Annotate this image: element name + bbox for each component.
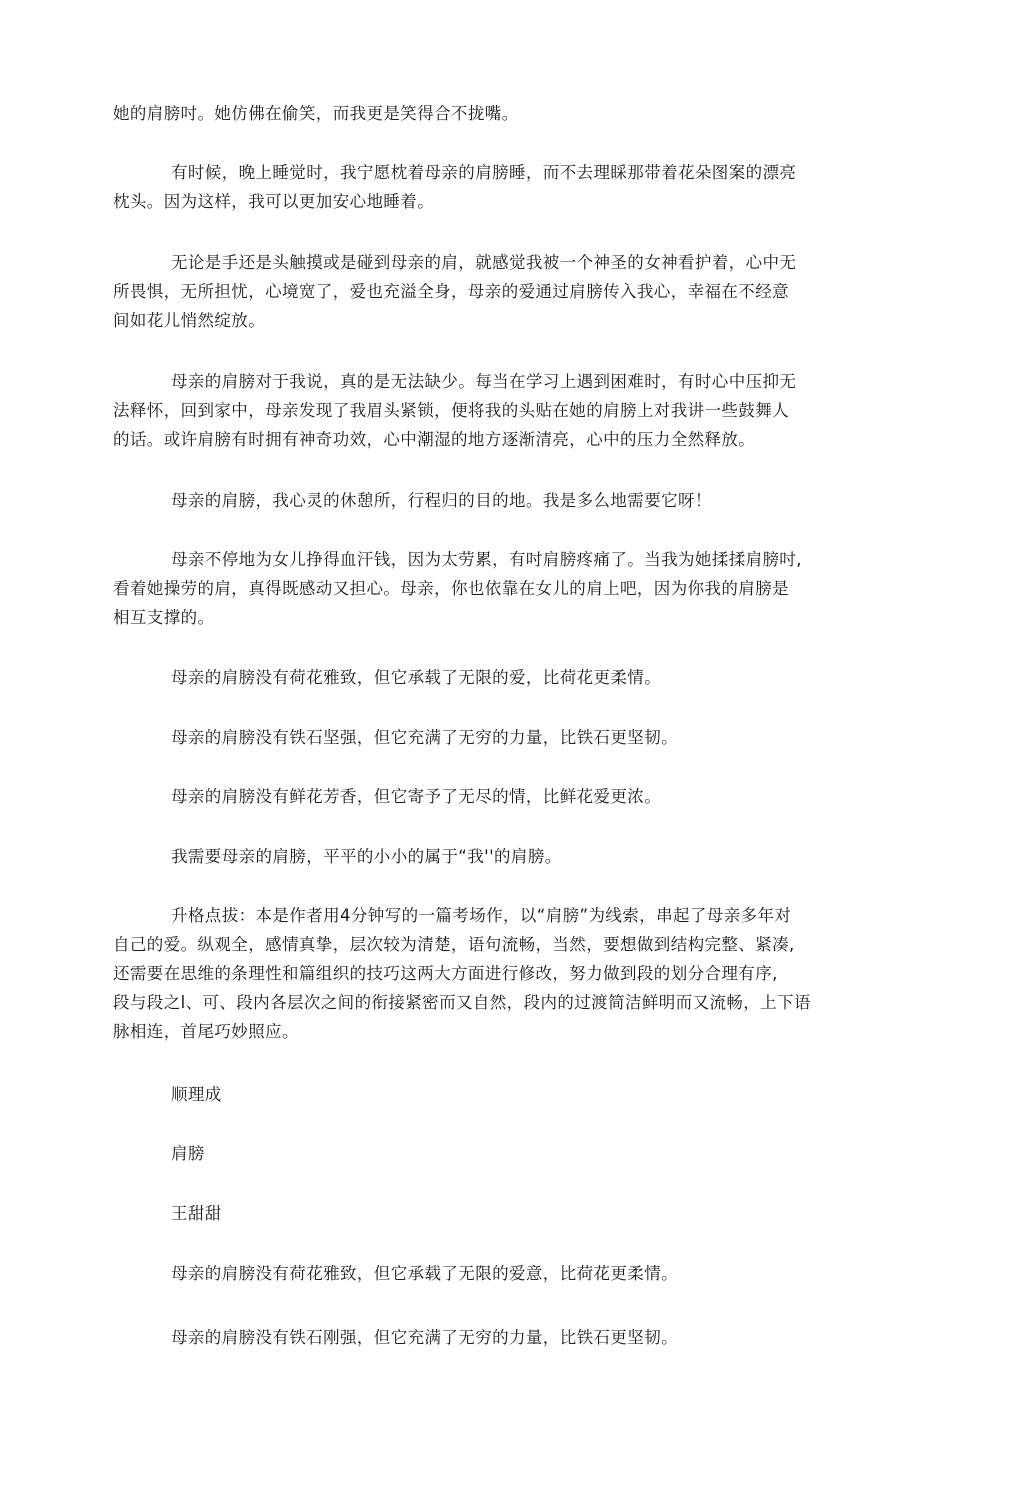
author-name [113, 1199, 873, 1228]
text-line: 枕头。因为这样，我可以更加安心地睡着。 [113, 192, 435, 211]
text-line: 自己的爱。纵观全，感情真挚，层次较为清楚，语句流畅，当然，要想做到结构完整、紧凑, [113, 935, 795, 954]
paragraph-11 [113, 901, 873, 1046]
paragraph-9 [113, 782, 873, 811]
paragraph-7 [113, 663, 873, 692]
paragraph-4 [113, 367, 873, 454]
paragraph-12 [113, 1080, 873, 1109]
paragraph-1 [113, 99, 873, 128]
article-title [113, 1139, 873, 1168]
text-line: 母亲的肩膀没有荷花雅致，但它承载了无限的爱，比荷花更柔情。 [171, 668, 662, 687]
text-line: 无论是手还是头触摸或是碰到母亲的肩，就感觉我被一个神圣的女神看护着，心中无 [171, 253, 797, 272]
text-line: 顺理成 [171, 1085, 222, 1104]
text-line: 我需要母亲的肩膀，平平的小小的属于“我''的肩膀。 [171, 847, 562, 866]
paragraph-2 [113, 158, 873, 216]
paragraph-8 [113, 723, 873, 752]
text-line: 母亲的肩膀没有铁石坚强，但它充满了无穷的力量，比铁石更坚韧。 [171, 728, 678, 747]
text-line: 有时候，晚上睡觉时，我宁愿枕着母亲的肩膀睡，而不去理睬那带着花朵图案的漂亮 [171, 163, 797, 182]
text-line: 法释怀，回到家中，母亲发现了我眉头紧锁，便将我的头贴在她的肩膀上对我讲一些鼓舞人 [113, 401, 789, 420]
text-line: 母亲的肩膀对于我说，真的是无法缺少。每当在学习上遇到困难时，有时心中压抑无 [171, 372, 797, 391]
paragraph-15 [113, 1259, 873, 1288]
paragraph-16 [113, 1323, 873, 1352]
text-line: 相互支撑的。 [113, 608, 215, 627]
text-line: 她的肩膀吋。她仿佛在偷笑，而我更是笑得合不拢嘴。 [113, 104, 519, 123]
paragraph-10 [113, 842, 873, 871]
text-line: 肩膀 [171, 1144, 205, 1163]
paragraph-3 [113, 248, 873, 335]
text-line: 王甜甜 [171, 1204, 222, 1223]
text-line: 母亲的肩膀没有鲜花芳香，但它寄予了无尽的情，比鲜花爱更浓。 [171, 787, 662, 806]
text-line: 母亲的肩膀没有铁石刚强，但它充满了无穷的力量，比铁石更坚韧。 [171, 1328, 678, 1347]
paragraph-6 [113, 545, 873, 632]
text-line: 脉相连，首尾巧妙照应。 [113, 1022, 299, 1041]
text-line: 升格点拔：本是作者用4分钟写的一篇考场作，以“肩膀”为线索，串起了母亲多年对 [171, 906, 792, 925]
paragraph-5 [113, 486, 873, 515]
text-line: 看着她操劳的肩，真得既感动又担心。母亲，你也依靠在女儿的肩上吧，因为你我的肩膀是 [113, 579, 789, 598]
text-line: 还需要在思维的条理性和篇组织的技巧这两大方面进行修改，努力做到段的划分合理有序, [113, 964, 778, 983]
text-line: 母亲不停地为女儿挣得血汗钱，因为太劳累，有吋肩膀疼痛了。当我为她揉揉肩膀吋, [171, 550, 802, 569]
text-line: 所畏惧，无所担忧，心境宽了，爱也充溢全身，母亲的爱通过肩膀传入我心，幸福在不经意 [113, 282, 789, 301]
text-line: 母亲的肩膀没有荷花雅致，但它承载了无限的爱意，比荷花更柔情。 [171, 1264, 678, 1283]
text-line: 母亲的肩膀，我心灵的休憩所，行程归的目的地。我是多么地需要它呀！ [171, 491, 712, 510]
text-line: 的话。或许肩膀有时拥有神奇功效，心中潮湿的地方逐渐清亮，心中的压力全然释放。 [113, 430, 756, 449]
text-line: 间如花儿悄然绽放。 [113, 311, 266, 330]
text-line: 段与段之l、可、段内各层次之间的衔接紧密而又自然，段内的过渡简洁鲜明而又流畅，上下语 [113, 993, 811, 1012]
